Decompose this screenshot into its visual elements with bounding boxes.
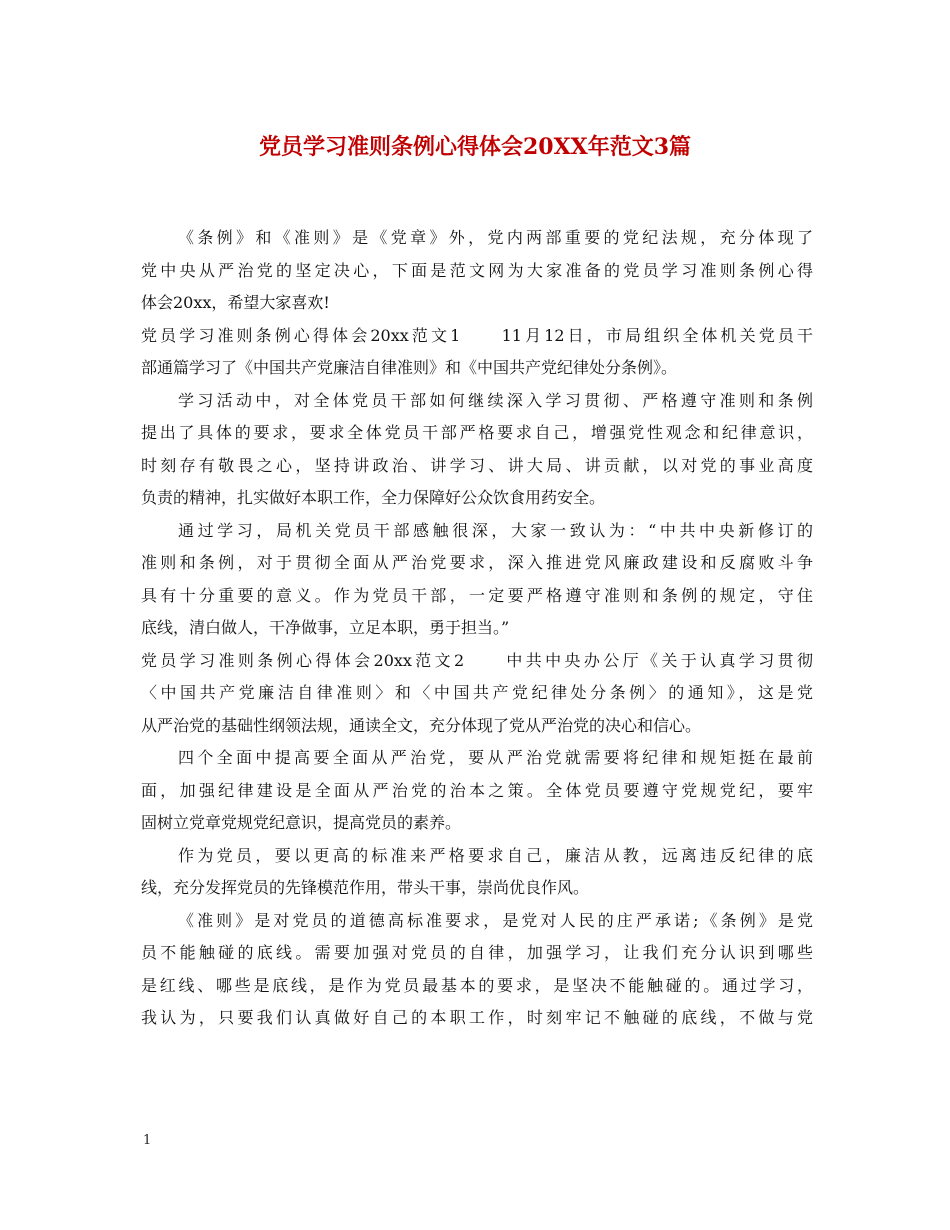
text-line: 〈中国共产党廉洁自律准则〉和〈中国共产党纪律处分条例〉的通知》，这是党 <box>141 683 813 702</box>
page-number: 1 <box>143 1133 152 1148</box>
text-line: 员不能触碰的底线。需要加强对党员的自律，加强学习，让我们充分认识到哪些 <box>141 943 813 962</box>
text-line: 固树立党章党规党纪意识，提高党员的素养。 <box>141 813 462 832</box>
document-body <box>141 222 813 1035</box>
text-line: 《条例》和《准则》是《党章》外，党内两部重要的党纪法规，充分体现了 <box>178 228 813 247</box>
document-title: 党员学习准则条例心得体会20XX年范文3篇 <box>258 134 692 160</box>
text-line: 四个全面中提高要全面从严治党，要从严治党就需要将纪律和规矩挺在最前 <box>178 748 813 767</box>
text-line: 党员学习准则条例心得体会20xx范文1 11月12日，市局组织全体机关党员干 <box>141 325 813 345</box>
text-line: 作为党员，要以更高的标准来严格要求自己，廉洁从教，远离违反纪律的底 <box>178 845 813 865</box>
text-line: 部通篇学习了《中国共产党廉洁自律准则》和《中国共产党纪律处分条例》。 <box>141 358 678 377</box>
text-line: 负责的精神，扎实做好本职工作，全力保障好公众饮食用药安全。 <box>141 488 606 507</box>
text-line: 面，加强纪律建设是全面从严治党的治本之策。全体党员要遵守党规党纪，要牢 <box>141 780 813 800</box>
text-line: 我认为，只要我们认真做好自己的本职工作，时刻牢记不触碰的底线，不做与党 <box>141 1008 813 1027</box>
text-line: 从严治党的基础性纲领法规，通读全文，充分体现了党从严治党的决心和信心。 <box>141 715 702 735</box>
text-line: 是红线、哪些是底线，是作为党员最基本的要求，是坚决不能触碰的。通过学习， <box>141 975 813 995</box>
text-line: 党中央从严治党的坚定决心，下面是范文网为大家准备的党员学习准则条例心得 <box>141 260 813 280</box>
text-line: 《准则》是对党员的道德高标准要求，是党对人民的庄严承诺;《条例》是党 <box>178 910 813 930</box>
text-line: 党员学习准则条例心得体会20xx范文2 中共中央办公厅《关于认真学习贯彻 <box>141 650 813 670</box>
text-line: 准则和条例，对于贯彻全面从严治党要求，深入推进党风廉政建设和反腐败斗争 <box>141 553 813 572</box>
text-line: 时刻存有敬畏之心，坚持讲政治、讲学习、讲大局、讲贡献，以对党的事业高度 <box>141 455 813 475</box>
text-line: 底线，清白做人，干净做事，立足本职，勇于担当。” <box>141 618 510 637</box>
text-line: 线，充分发挥党员的先锋模范作用，带头干事，崇尚优良作风。 <box>141 878 590 897</box>
text-line: 通过学习，局机关党员干部感触很深，大家一致认为：“中共中央新修订的 <box>178 520 813 540</box>
text-line: 提出了具体的要求，要求全体党员干部严格要求自己，增强党性观念和纪律意识， <box>141 423 813 442</box>
text-line: 学习活动中，对全体党员干部如何继续深入学习贯彻、严格遵守准则和条例 <box>178 390 813 410</box>
text-line: 体会20xx，希望大家喜欢! <box>141 293 330 312</box>
text-line: 具有十分重要的意义。作为党员干部，一定要严格遵守准则和条例的规定，守住 <box>141 585 813 605</box>
